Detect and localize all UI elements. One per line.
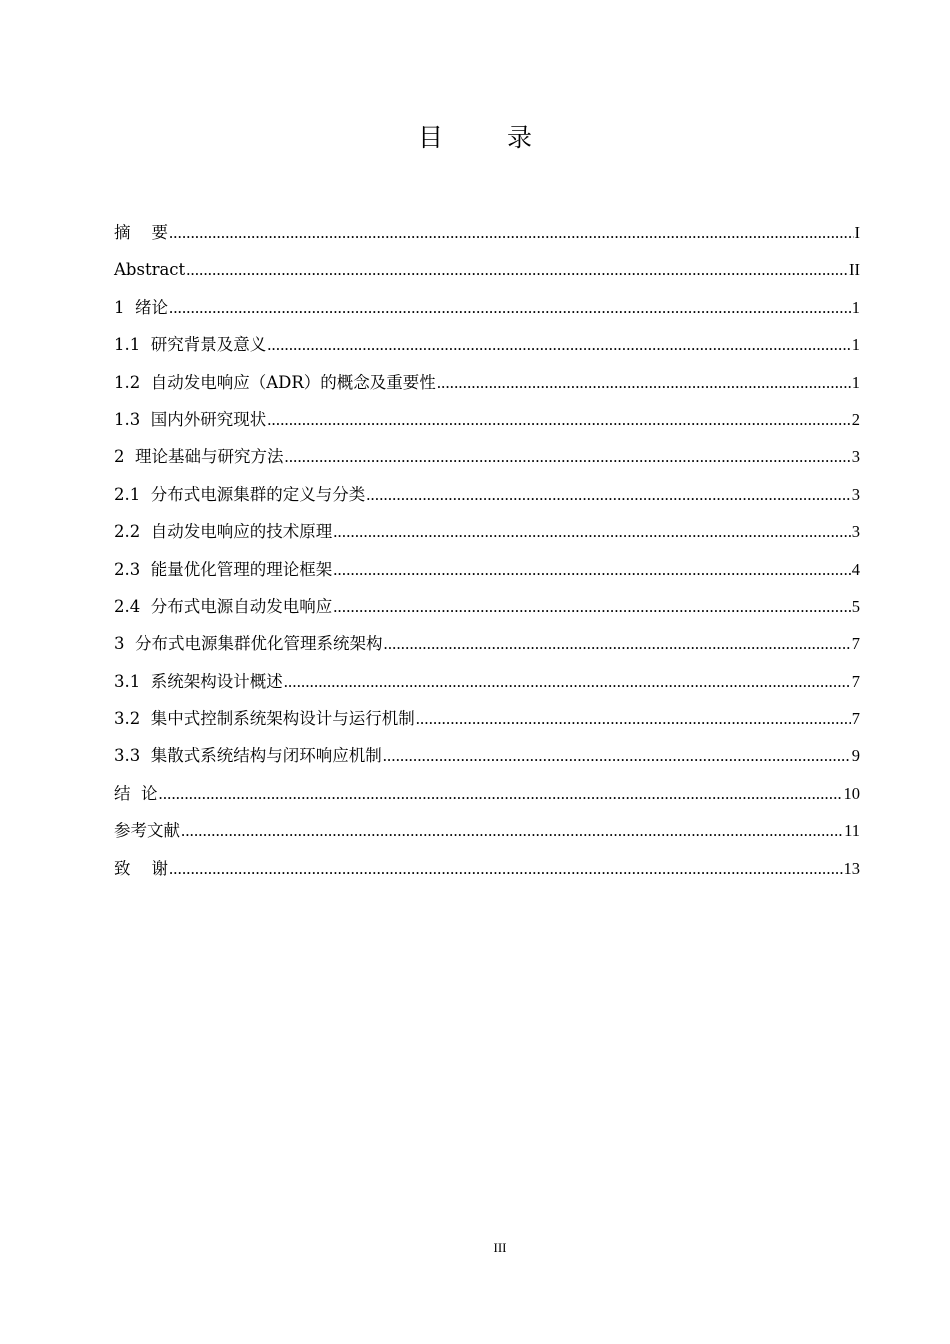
toc-entry-page: 2	[851, 409, 860, 429]
toc-entry-label: 3 分布式电源集群优化管理系统架构	[114, 634, 383, 654]
toc-entry-page: 10	[843, 783, 860, 803]
toc-entry-label: 1 绪论	[114, 297, 168, 317]
toc-entry-page: 3	[851, 522, 860, 542]
toc-entry-section-2-1[interactable]	[114, 476, 860, 513]
toc-entry-acknowledgements[interactable]	[114, 850, 860, 887]
toc-entry-chapter-3[interactable]	[114, 625, 860, 662]
toc-leader-dots	[267, 401, 851, 438]
toc-entry-label: 2 理论基础与研究方法	[114, 447, 284, 467]
toc-leader-dots	[416, 700, 851, 737]
toc-entry-references[interactable]	[114, 812, 860, 849]
toc-entry-page: 3	[851, 484, 860, 504]
toc-entry-section-3-2[interactable]	[114, 700, 860, 737]
toc-leader-dots	[333, 513, 851, 550]
toc-entry-page: 3	[851, 447, 860, 467]
toc-entry-section-2-4[interactable]	[114, 588, 860, 625]
toc-entry-section-3-1[interactable]	[114, 663, 860, 700]
toc-leader-dots	[366, 476, 851, 513]
toc-leader-dots	[169, 289, 851, 326]
toc-entry-section-3-3[interactable]	[114, 737, 860, 774]
table-of-contents	[114, 214, 860, 887]
toc-entry-page: 13	[843, 858, 860, 878]
toc-leader-dots	[384, 625, 851, 662]
toc-entry-label: 摘 要	[114, 223, 168, 242]
page-title: 目 录	[418, 123, 560, 152]
toc-leader-dots	[159, 775, 843, 812]
toc-entry-label: 2.3 能量优化管理的理论框架	[114, 559, 333, 579]
page-number: III	[493, 1240, 507, 1255]
toc-entry-page: 7	[851, 634, 860, 654]
toc-entry-page: I	[854, 223, 860, 242]
toc-entry-label: 3.2 集中式控制系统架构设计与运行机制	[114, 709, 415, 729]
toc-entry-label: 结 论	[114, 783, 158, 803]
toc-leader-dots	[169, 214, 854, 251]
toc-entry-section-2-3[interactable]	[114, 551, 860, 588]
toc-entry-section-1-2[interactable]	[114, 364, 860, 401]
toc-leader-dots	[437, 364, 851, 401]
toc-entry-conclusion[interactable]	[114, 775, 860, 812]
toc-entry-label: 1.1 研究背景及意义	[114, 335, 267, 355]
toc-leader-dots	[284, 663, 851, 700]
toc-entry-chapter-1[interactable]	[114, 289, 860, 326]
toc-entry-label: 参考文献	[114, 821, 180, 841]
toc-entry-page: 4	[851, 559, 860, 579]
toc-entry-label: 致 谢	[114, 858, 168, 878]
toc-leader-dots	[333, 588, 851, 625]
toc-entry-abstract-en[interactable]	[114, 251, 860, 288]
toc-entry-page: 1	[851, 335, 860, 355]
toc-leader-dots	[285, 438, 851, 475]
toc-entry-label: Abstract	[114, 260, 186, 280]
toc-entry-label: 2.2 自动发电响应的技术原理	[114, 522, 333, 542]
toc-entry-page: 5	[851, 596, 860, 616]
toc-entry-page: II	[849, 260, 860, 280]
toc-entry-label: 3.1 系统架构设计概述	[114, 671, 283, 691]
toc-leader-dots	[333, 551, 851, 588]
toc-entry-page: 11	[844, 821, 860, 841]
toc-entry-section-1-1[interactable]	[114, 326, 860, 363]
toc-entry-page: 7	[851, 671, 860, 691]
toc-entry-label: 3.3 集散式系统结构与闭环响应机制	[114, 746, 382, 766]
toc-leader-dots	[267, 326, 851, 363]
toc-entry-abstract-cn[interactable]	[114, 214, 860, 251]
toc-entry-label: 1.2 自动发电响应（ADR）的概念及重要性	[114, 372, 436, 392]
toc-leader-dots	[181, 812, 843, 849]
toc-leader-dots	[169, 850, 843, 887]
toc-entry-section-1-3[interactable]	[114, 401, 860, 438]
toc-entry-section-2-2[interactable]	[114, 513, 860, 550]
toc-entry-label: 2.1 分布式电源集群的定义与分类	[114, 484, 366, 504]
toc-entry-page: 1	[851, 372, 860, 392]
toc-entry-label: 2.4 分布式电源自动发电响应	[114, 596, 333, 616]
toc-leader-dots	[186, 251, 848, 288]
toc-entry-chapter-2[interactable]	[114, 438, 860, 475]
toc-leader-dots	[383, 737, 851, 774]
toc-entry-label: 1.3 国内外研究现状	[114, 409, 267, 429]
toc-entry-page: 1	[851, 297, 860, 317]
toc-entry-page: 7	[851, 709, 860, 729]
toc-entry-page: 9	[851, 746, 860, 766]
